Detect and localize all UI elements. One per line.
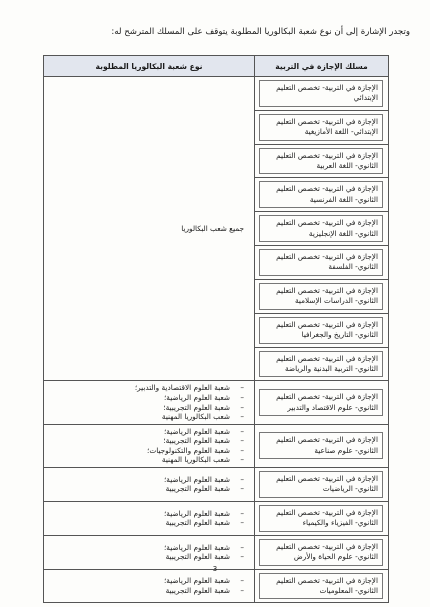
table-row (44, 381, 389, 424)
bac-item-text: شعبة العلوم الرياضية؛ (163, 474, 230, 484)
header-track: مسلك الإجازة في التربية (255, 56, 389, 77)
bac-item-text: شعب البكالوريا المهنية (161, 455, 230, 465)
track-label: الإجازة في التربية- تخصص التعليم الإبتدائي- اللغة الأمازيغية (259, 114, 383, 141)
track-cell (255, 468, 389, 502)
track-cell (255, 535, 389, 569)
table-row (44, 77, 389, 111)
track-cell (255, 313, 389, 347)
bac-cell-all (44, 77, 255, 381)
bac-item-text: شعبة العلوم الرياضية؛ (163, 392, 230, 402)
bac-list-cell (44, 569, 255, 603)
bac-list-item (50, 543, 244, 553)
bac-list-item (50, 455, 244, 465)
bac-list-cell (44, 424, 255, 467)
bac-item-text: شعبة العلوم الرياضية؛ (163, 576, 230, 586)
bac-list-cell (44, 468, 255, 502)
bac-list-item (50, 484, 244, 494)
bac-item-text: شعبة العلوم التجريبية؛ (163, 402, 230, 412)
table-row (44, 535, 389, 569)
track-label: الإجازة في التربية- تخصص التعليم الثانوي- علوم صناعية (259, 432, 383, 459)
bac-list-item (50, 586, 244, 596)
bac-item-text: شعبة العلوم التجريبية (165, 585, 230, 595)
dash-bullet: – (240, 445, 244, 455)
dash-bullet: – (240, 412, 244, 422)
bac-list-item (50, 383, 244, 393)
header-bac: نوع شعبة البكالوريا المطلوبة (44, 56, 255, 77)
bac-item-text: شعبة العلوم التجريبية (165, 484, 230, 494)
dash-bullet: – (240, 585, 244, 595)
dash-bullet: – (240, 474, 244, 484)
bac-item-text: شعبة العلوم التجريبية (165, 552, 230, 562)
bac-list-cell (44, 535, 255, 569)
dash-bullet: – (240, 426, 244, 436)
bac-item-text: شعبة العلوم الاقتصادية والتدبير؛ (134, 383, 230, 393)
track-label: الإجازة في التربية- تخصص التعليم الثانوي- علوم الحياة والأرض (259, 539, 383, 566)
track-cell (255, 424, 389, 467)
track-label: الإجازة في التربية- تخصص التعليم الثانوي- الفيزياء والكيمياء (259, 505, 383, 532)
track-label: الإجازة في التربية- تخصص التعليم الثانوي- الرياضيات (259, 471, 383, 498)
track-cell (255, 110, 389, 144)
bac-list-cell (44, 501, 255, 535)
bac-requirements-table (43, 55, 389, 603)
track-label: الإجازة في التربية- تخصص التعليم الإبتدائي (259, 80, 383, 107)
bac-item-text: شعبة العلوم والتكنولوجيات؛ (147, 445, 230, 455)
track-cell (255, 246, 389, 280)
track-cell (255, 347, 389, 381)
bac-list-item (50, 403, 244, 413)
dash-bullet: – (240, 455, 244, 465)
track-cell (255, 212, 389, 246)
track-label: الإجازة في التربية- تخصص التعليم الثانوي- التاريخ والجغرافيا (259, 317, 383, 344)
track-cell (255, 178, 389, 212)
dash-bullet: – (240, 436, 244, 446)
track-label: الإجازة في التربية- تخصص التعليم الثانوي- التربية البدنية والرياضة (259, 351, 383, 378)
bac-item-text: شعبة العلوم الرياضية؛ (163, 508, 230, 518)
bac-list-item (50, 576, 244, 586)
track-label: الإجازة في التربية- تخصص التعليم الثانوي- الدراسات الإسلامية (259, 283, 383, 310)
table-header-row (44, 56, 389, 77)
track-label: الإجازة في التربية- تخصص التعليم الثانوي- اللغة العربية (259, 148, 383, 175)
bac-list-item (50, 509, 244, 519)
bac-item-text: شعبة العلوم التجريبية؛ (163, 436, 230, 446)
bac-list-item (50, 393, 244, 403)
dash-bullet: – (240, 383, 244, 393)
page-number: 3 (212, 565, 218, 573)
track-cell (255, 381, 389, 424)
bac-all-label: جميع شعب البكالوريا (181, 223, 244, 233)
table-body (44, 77, 389, 603)
track-cell (255, 77, 389, 111)
table-row (44, 468, 389, 502)
dash-bullet: – (240, 402, 244, 412)
bac-item-text: شعبة العلوم التجريبية (165, 518, 230, 528)
dash-bullet: – (240, 576, 244, 586)
dash-bullet: – (240, 484, 244, 494)
bac-list-item (50, 518, 244, 528)
bac-list-item (50, 436, 244, 446)
track-label: الإجازة في التربية- تخصص التعليم الثانوي- المعلوميات (259, 573, 383, 600)
track-label: الإجازة في التربية- تخصص التعليم الثانوي- علوم الاقتصاد والتدبير (259, 389, 383, 416)
bac-list-item (50, 427, 244, 437)
dash-bullet: – (240, 518, 244, 528)
track-label: الإجازة في التربية- تخصص التعليم الثانوي- الفلسفة (259, 249, 383, 276)
table-row (44, 501, 389, 535)
dash-bullet: – (240, 392, 244, 402)
track-cell (255, 501, 389, 535)
table-row (44, 424, 389, 467)
bac-list-cell (44, 381, 255, 424)
table-row (44, 569, 389, 603)
dash-bullet: – (240, 542, 244, 552)
bac-list-item (50, 446, 244, 456)
bac-item-text: شعب البكالوريا المهنية (161, 412, 230, 422)
bac-list-item (50, 475, 244, 485)
bac-item-text: شعبة العلوم الرياضية؛ (163, 542, 230, 552)
bac-item-text: شعبة العلوم الرياضية؛ (163, 426, 230, 436)
track-label: الإجازة في التربية- تخصص التعليم الثانوي- اللغة الفرنسية (259, 181, 383, 208)
intro-paragraph: وتجدر الإشارة إلى أن نوع شعبة البكالوريا المطلوبة يتوقف على المسلك المترشح له: (111, 27, 410, 37)
track-label: الإجازة في التربية- تخصص التعليم الثانوي- اللغة الإنجليزية (259, 215, 383, 242)
dash-bullet: – (240, 508, 244, 518)
bac-list-item (50, 552, 244, 562)
track-cell (255, 144, 389, 178)
dash-bullet: – (240, 552, 244, 562)
track-cell (255, 569, 389, 603)
track-cell (255, 279, 389, 313)
bac-list-item (50, 412, 244, 422)
